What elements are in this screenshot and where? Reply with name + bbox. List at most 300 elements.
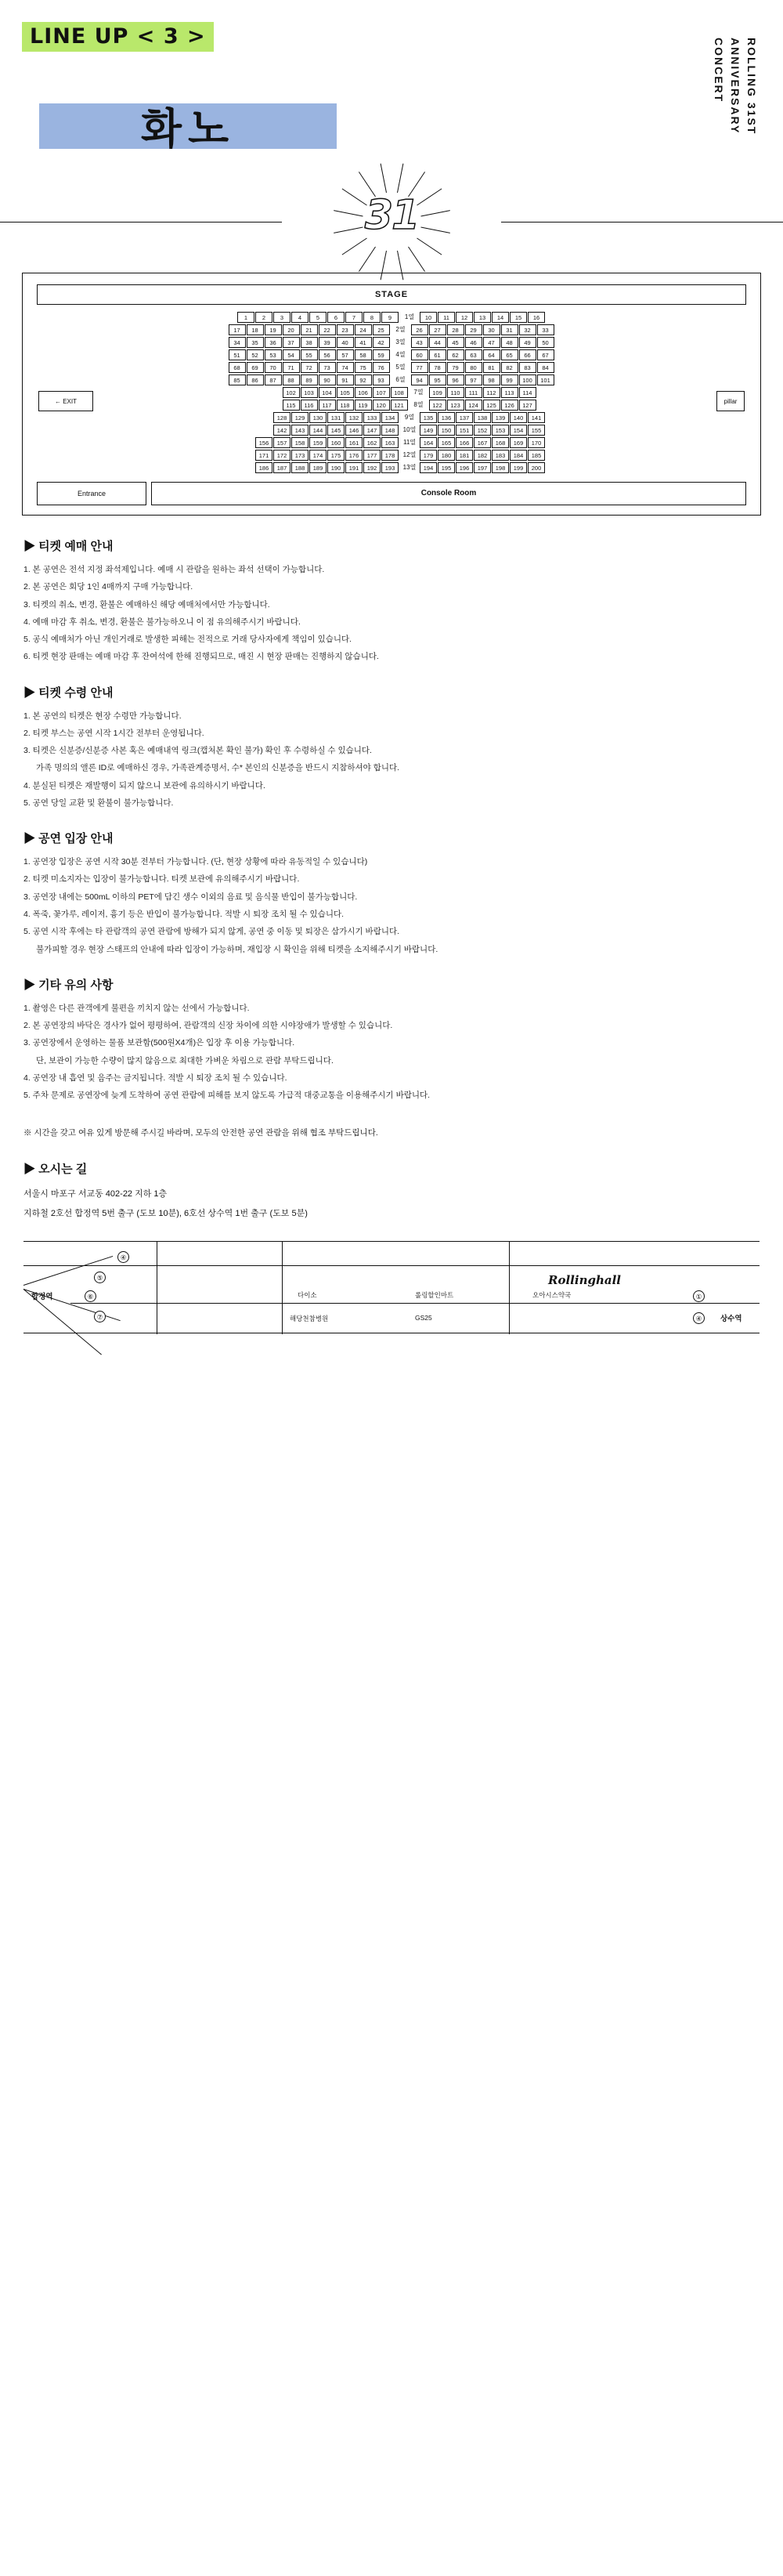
seat[interactable]: 52 bbox=[247, 349, 264, 360]
seat[interactable]: 199 bbox=[510, 462, 527, 473]
seat[interactable]: 116 bbox=[301, 400, 318, 411]
map-exit-6: ⑥ bbox=[85, 1290, 96, 1302]
logo-ray bbox=[421, 227, 450, 233]
seat[interactable]: 71 bbox=[283, 362, 300, 373]
seat[interactable]: 25 bbox=[373, 324, 390, 335]
seat[interactable]: 57 bbox=[337, 349, 354, 360]
seat[interactable]: 78 bbox=[429, 362, 446, 373]
seat[interactable]: 58 bbox=[355, 349, 372, 360]
section-line: 1. 본 공연의 티켓은 현장 수령만 가능합니다. bbox=[23, 711, 182, 721]
seat[interactable]: 129 bbox=[291, 412, 309, 423]
seat[interactable]: 90 bbox=[319, 374, 336, 385]
seat[interactable]: 92 bbox=[355, 374, 372, 385]
section-line: 3. 공연장 내에는 500mL 이하의 PET에 담긴 생수 이외의 음료 및 음식물 반입이 불가능합니다. bbox=[23, 892, 358, 902]
seat[interactable]: 26 bbox=[411, 324, 428, 335]
seat[interactable]: 137 bbox=[456, 412, 473, 423]
seat-gap bbox=[255, 412, 272, 423]
seat[interactable]: 181 bbox=[456, 450, 473, 461]
seat[interactable]: 118 bbox=[337, 400, 354, 411]
seat[interactable]: 138 bbox=[474, 412, 491, 423]
seat[interactable]: 200 bbox=[528, 462, 545, 473]
map-landmark-hospital: 해당천참병원 bbox=[290, 1314, 329, 1322]
seat[interactable]: 28 bbox=[447, 324, 464, 335]
section-line: 5. 주차 문제로 공연장에 늦게 도착하여 공연 관람에 피해를 보지 않도록 가급적 대중교통을 이용해주시기 바랍니다. bbox=[23, 1091, 431, 1101]
seat[interactable]: 30 bbox=[483, 324, 500, 335]
seat[interactable]: 15 bbox=[510, 312, 527, 323]
seat[interactable]: 145 bbox=[327, 425, 345, 436]
seat[interactable]: 44 bbox=[429, 337, 446, 348]
section-line: 2. 본 공연장의 바닥은 경사가 없어 평평하여, 관람객의 신장 차이에 의한 시야장애가 발생할 수 있습니다. bbox=[23, 1021, 393, 1031]
map-landmark-gs25: GS25 bbox=[415, 1313, 432, 1322]
map-road-top bbox=[23, 1265, 760, 1266]
seat[interactable]: 87 bbox=[265, 374, 282, 385]
map-landmark-daiso: 다이소 bbox=[298, 1290, 317, 1299]
seat[interactable]: 67 bbox=[537, 349, 554, 360]
seat[interactable]: 4 bbox=[291, 312, 309, 323]
seat[interactable]: 176 bbox=[345, 450, 363, 461]
seat[interactable]: 136 bbox=[438, 412, 455, 423]
seat[interactable]: 23 bbox=[337, 324, 354, 335]
seat[interactable]: 77 bbox=[411, 362, 428, 373]
section-line: 2. 티켓 부스는 공연 시작 1시간 전부터 운영됩니다. bbox=[23, 728, 204, 738]
seat[interactable]: 82 bbox=[501, 362, 518, 373]
seat[interactable]: 184 bbox=[510, 450, 527, 461]
seat[interactable]: 14 bbox=[492, 312, 509, 323]
section-title: ▶ 티켓 수령 안내 bbox=[23, 686, 114, 700]
seat-row bbox=[32, 386, 751, 398]
seat-row bbox=[32, 399, 751, 411]
section-line: 5. 공연 당일 교환 및 환불이 불가능합니다. bbox=[23, 798, 174, 808]
seat[interactable]: 73 bbox=[319, 362, 336, 373]
seat[interactable]: 140 bbox=[510, 412, 527, 423]
seat[interactable]: 24 bbox=[355, 324, 372, 335]
seat[interactable]: 41 bbox=[355, 337, 372, 348]
seat[interactable]: 55 bbox=[301, 349, 318, 360]
seat[interactable]: 95 bbox=[429, 374, 446, 385]
seat[interactable]: 68 bbox=[229, 362, 246, 373]
seat-row bbox=[32, 411, 751, 423]
section-line: 5. 공식 예매처가 아닌 개인거래로 발생한 피해는 전적으로 거래 당사자에게 책임이 있습니다. bbox=[23, 635, 352, 645]
seat[interactable]: 11 bbox=[438, 312, 455, 323]
seat[interactable]: 1 bbox=[237, 312, 254, 323]
exit-marker: ← EXIT bbox=[38, 391, 93, 411]
seat[interactable]: 120 bbox=[373, 400, 390, 411]
seat[interactable]: 97 bbox=[465, 374, 482, 385]
seat[interactable]: 80 bbox=[465, 362, 482, 373]
seat[interactable]: 74 bbox=[337, 362, 354, 373]
seat-map bbox=[22, 273, 761, 516]
seat[interactable]: 2 bbox=[255, 312, 272, 323]
seat-row-label: 4열 bbox=[395, 351, 406, 358]
seat[interactable]: 115 bbox=[283, 400, 300, 411]
logo-ray bbox=[342, 188, 367, 205]
seat[interactable]: 22 bbox=[319, 324, 336, 335]
seat[interactable]: 141 bbox=[528, 412, 545, 423]
seat[interactable]: 149 bbox=[420, 425, 437, 436]
seat-gap bbox=[237, 425, 254, 436]
seat[interactable]: 37 bbox=[283, 337, 300, 348]
seat[interactable]: 62 bbox=[447, 349, 464, 360]
directions-transit: 지하철 2호선 합정역 5번 출구 (도보 10분), 6호선 상수역 1번 출구 (도보 5분) bbox=[23, 1209, 308, 1219]
anniversary-vertical-title bbox=[710, 38, 760, 163]
seat[interactable]: 169 bbox=[510, 437, 527, 448]
logo-ray bbox=[421, 210, 450, 216]
logo-rule-left bbox=[0, 222, 282, 223]
seat[interactable]: 183 bbox=[492, 450, 509, 461]
seat[interactable]: 159 bbox=[309, 437, 327, 448]
map-landmark-pharmacy: 오아시스약국 bbox=[532, 1290, 572, 1299]
seat[interactable]: 128 bbox=[273, 412, 290, 423]
seat[interactable]: 131 bbox=[327, 412, 345, 423]
seat[interactable]: 19 bbox=[265, 324, 282, 335]
seat[interactable]: 188 bbox=[291, 462, 309, 473]
seat[interactable]: 3 bbox=[273, 312, 290, 323]
seat[interactable]: 56 bbox=[319, 349, 336, 360]
seat[interactable]: 13 bbox=[474, 312, 491, 323]
seat-row-label: 12열 bbox=[402, 451, 417, 458]
seat[interactable]: 38 bbox=[301, 337, 318, 348]
section-line: 2. 티켓 미소지자는 입장이 불가능합니다. 티켓 보관에 유의해주시기 바랍니다. bbox=[23, 874, 300, 885]
seat[interactable]: 130 bbox=[309, 412, 327, 423]
logo-ray bbox=[334, 210, 363, 216]
section-title: ▶ 공연 입장 안내 bbox=[23, 832, 114, 846]
poster-header bbox=[0, 0, 783, 259]
section-line: 1. 본 공연은 전석 지정 좌석제입니다. 예매 시 관람을 원하는 좌석 선택이 가능합니다. bbox=[23, 565, 325, 574]
seat-gap bbox=[247, 387, 264, 398]
seat[interactable]: 94 bbox=[411, 374, 428, 385]
seat[interactable]: 125 bbox=[483, 400, 500, 411]
seat[interactable]: 167 bbox=[474, 437, 491, 448]
seat[interactable]: 152 bbox=[474, 425, 491, 436]
logo-ray bbox=[359, 246, 376, 271]
seat[interactable]: 105 bbox=[337, 387, 354, 398]
seat[interactable]: 155 bbox=[528, 425, 545, 436]
artist-name: 화노 bbox=[140, 103, 236, 154]
section-line: 5. 공연 시작 후에는 타 관람객의 공연 관람에 방해가 되지 않게, 공연 중 이동 및 퇴장은 삼가시기 바랍니다. bbox=[23, 927, 400, 937]
map-road-bottom bbox=[70, 1303, 760, 1304]
seat[interactable]: 70 bbox=[265, 362, 282, 373]
seat[interactable]: 142 bbox=[273, 425, 290, 436]
seat[interactable]: 84 bbox=[537, 362, 554, 373]
seat[interactable]: 150 bbox=[438, 425, 455, 436]
seat[interactable]: 109 bbox=[429, 387, 446, 398]
seat[interactable]: 83 bbox=[519, 362, 536, 373]
seat[interactable]: 99 bbox=[501, 374, 518, 385]
seat[interactable]: 178 bbox=[381, 450, 399, 461]
seat[interactable]: 110 bbox=[447, 387, 464, 398]
seat[interactable]: 100 bbox=[519, 374, 536, 385]
seat[interactable]: 192 bbox=[363, 462, 381, 473]
seat[interactable]: 134 bbox=[381, 412, 399, 423]
seat[interactable]: 151 bbox=[456, 425, 473, 436]
seat[interactable]: 102 bbox=[283, 387, 300, 398]
seat[interactable]: 39 bbox=[319, 337, 336, 348]
seat[interactable]: 108 bbox=[391, 387, 408, 398]
seat-gap bbox=[237, 450, 254, 461]
seat[interactable]: 106 bbox=[355, 387, 372, 398]
seat[interactable]: 36 bbox=[265, 337, 282, 348]
seat[interactable]: 96 bbox=[447, 374, 464, 385]
seat[interactable]: 148 bbox=[381, 425, 399, 436]
seat[interactable]: 139 bbox=[492, 412, 509, 423]
seat-gap bbox=[265, 387, 282, 398]
seat[interactable]: 64 bbox=[483, 349, 500, 360]
anniversary-line-1: ROLLING 31ST bbox=[745, 38, 758, 136]
seat[interactable]: 79 bbox=[447, 362, 464, 373]
seat[interactable]: 123 bbox=[447, 400, 464, 411]
seat[interactable]: 20 bbox=[283, 324, 300, 335]
seat[interactable]: 190 bbox=[327, 462, 345, 473]
seat[interactable]: 166 bbox=[456, 437, 473, 448]
map-cross-street-3 bbox=[509, 1242, 510, 1334]
seat[interactable]: 8 bbox=[363, 312, 381, 323]
console-room-marker: Console Room bbox=[151, 482, 746, 505]
seat[interactable]: 66 bbox=[519, 349, 536, 360]
seat[interactable]: 46 bbox=[465, 337, 482, 348]
section-line: 1. 공연장 입장은 공연 시작 30분 전부터 가능합니다. (단, 현장 상황에 따라 유동적일 수 있습니다) bbox=[23, 857, 368, 867]
seat[interactable]: 179 bbox=[420, 450, 437, 461]
section-line: 3. 공연장에서 운영하는 물품 보관함(500원X4개)은 입장 후 이용 가능합니다. bbox=[23, 1038, 295, 1048]
seat[interactable]: 168 bbox=[492, 437, 509, 448]
seat[interactable]: 165 bbox=[438, 437, 455, 448]
footer-note: ※ 시간을 갖고 여유 있게 방문해 주시길 바라며, 모두의 안전한 공연 관람을 위해 협조 부탁드립니다. bbox=[23, 1128, 378, 1138]
seat[interactable]: 85 bbox=[229, 374, 246, 385]
seat[interactable]: 40 bbox=[337, 337, 354, 348]
seat[interactable]: 197 bbox=[474, 462, 491, 473]
seat[interactable]: 171 bbox=[255, 450, 272, 461]
seat[interactable]: 49 bbox=[519, 337, 536, 348]
section-line: 3. 티켓은 신분증/신분증 사본 혹은 예매내역 링크(캡처본 확인 불가) 확인 후 수령하실 수 있습니다. bbox=[23, 746, 372, 756]
seat-row-label: 11열 bbox=[402, 439, 417, 446]
seat[interactable]: 124 bbox=[465, 400, 482, 411]
seat[interactable]: 195 bbox=[438, 462, 455, 473]
seat[interactable]: 88 bbox=[283, 374, 300, 385]
seat-row-label: 5열 bbox=[395, 364, 406, 371]
seat[interactable]: 47 bbox=[483, 337, 500, 348]
seat[interactable]: 29 bbox=[465, 324, 482, 335]
seat[interactable]: 198 bbox=[492, 462, 509, 473]
logo-ray bbox=[408, 246, 425, 271]
seat[interactable]: 5 bbox=[309, 312, 327, 323]
seat[interactable]: 147 bbox=[363, 425, 381, 436]
seat[interactable]: 69 bbox=[247, 362, 264, 373]
seat[interactable]: 12 bbox=[456, 312, 473, 323]
seat[interactable]: 121 bbox=[391, 400, 408, 411]
seat[interactable]: 54 bbox=[283, 349, 300, 360]
seat-gap bbox=[237, 437, 254, 448]
seat[interactable]: 33 bbox=[537, 324, 554, 335]
seat[interactable]: 63 bbox=[465, 349, 482, 360]
notice-sections bbox=[0, 516, 783, 1114]
seat[interactable]: 185 bbox=[528, 450, 545, 461]
seat[interactable]: 187 bbox=[273, 462, 290, 473]
seat[interactable]: 194 bbox=[420, 462, 437, 473]
seat[interactable]: 32 bbox=[519, 324, 536, 335]
logo-ray bbox=[334, 227, 363, 233]
section-line: 단, 보관이 가능한 수량이 많지 않음으로 최대한 가벼운 차림으로 관람 부탁드립니다. bbox=[36, 1055, 334, 1065]
seat[interactable]: 86 bbox=[247, 374, 264, 385]
seat[interactable]: 10 bbox=[420, 312, 437, 323]
seat[interactable]: 103 bbox=[301, 387, 318, 398]
entrance-marker: Entrance bbox=[37, 482, 146, 505]
seat[interactable]: 60 bbox=[411, 349, 428, 360]
seat[interactable]: 157 bbox=[273, 437, 290, 448]
seat[interactable]: 132 bbox=[345, 412, 363, 423]
seat-rows bbox=[32, 311, 751, 474]
seat-row bbox=[32, 424, 751, 436]
seat[interactable]: 42 bbox=[373, 337, 390, 348]
seat[interactable]: 50 bbox=[537, 337, 554, 348]
map-station-hapjeong: 합정역 bbox=[31, 1292, 53, 1301]
seat[interactable]: 81 bbox=[483, 362, 500, 373]
seat-row bbox=[32, 436, 751, 448]
seat[interactable]: 112 bbox=[483, 387, 500, 398]
seat[interactable]: 9 bbox=[381, 312, 399, 323]
seat[interactable]: 27 bbox=[429, 324, 446, 335]
anniversary-logo bbox=[0, 161, 783, 262]
seat-gap bbox=[237, 412, 254, 423]
seat[interactable]: 126 bbox=[501, 400, 518, 411]
seat[interactable]: 16 bbox=[528, 312, 545, 323]
map-station-sangsu: 상수역 bbox=[720, 1314, 742, 1323]
stage-label: STAGE bbox=[37, 284, 746, 305]
seat[interactable]: 122 bbox=[429, 400, 446, 411]
seat[interactable]: 91 bbox=[337, 374, 354, 385]
seat-row-label: 10열 bbox=[402, 426, 417, 433]
seat[interactable]: 117 bbox=[319, 400, 336, 411]
seat-gap bbox=[265, 400, 282, 411]
seat[interactable]: 53 bbox=[265, 349, 282, 360]
seat[interactable]: 65 bbox=[501, 349, 518, 360]
section-line: 3. 티켓의 취소, 변경, 환불은 예매하신 해당 예매처에서만 가능합니다. bbox=[23, 599, 270, 610]
seat[interactable]: 170 bbox=[528, 437, 545, 448]
seat[interactable]: 101 bbox=[537, 374, 554, 385]
logo-ray bbox=[417, 238, 442, 255]
section-line: 4. 폭죽, 꽃가루, 레이저, 흉기 등은 반입이 불가능합니다. 적발 시 퇴장 조치 될 수 있습니다. bbox=[23, 909, 345, 919]
seatmap-bottom bbox=[32, 482, 751, 505]
seat[interactable]: 161 bbox=[345, 437, 363, 448]
section-title: ▶ 기타 유의 사항 bbox=[23, 978, 114, 992]
seat[interactable]: 18 bbox=[247, 324, 264, 335]
seat[interactable]: 98 bbox=[483, 374, 500, 385]
seat[interactable]: 119 bbox=[355, 400, 372, 411]
seat[interactable]: 135 bbox=[420, 412, 437, 423]
logo-ray bbox=[417, 188, 442, 205]
section-title: ▶ 티켓 예매 안내 bbox=[23, 540, 114, 553]
seat[interactable]: 7 bbox=[345, 312, 363, 323]
seat[interactable]: 143 bbox=[291, 425, 309, 436]
seat[interactable]: 17 bbox=[229, 324, 246, 335]
seat[interactable]: 196 bbox=[456, 462, 473, 473]
seat[interactable]: 21 bbox=[301, 324, 318, 335]
seat[interactable]: 163 bbox=[381, 437, 399, 448]
seat[interactable]: 160 bbox=[327, 437, 345, 448]
seat[interactable]: 174 bbox=[309, 450, 327, 461]
seat[interactable]: 114 bbox=[519, 387, 536, 398]
map-exit-1: ① bbox=[693, 1290, 705, 1302]
seat-row-label: 1열 bbox=[404, 313, 415, 320]
seat-row bbox=[32, 361, 751, 373]
section-line: 6. 티켓 현장 판매는 예매 마감 후 잔여석에 한해 진행되므로, 매진 시 현장 판매는 진행하지 않습니다. bbox=[23, 652, 379, 662]
seat[interactable]: 193 bbox=[381, 462, 399, 473]
seat[interactable]: 51 bbox=[229, 349, 246, 360]
section-line: 4. 분실된 티켓은 재발행이 되지 않으니 보관에 유의하시기 바랍니다. bbox=[23, 780, 265, 791]
seat[interactable]: 173 bbox=[291, 450, 309, 461]
seat[interactable]: 35 bbox=[247, 337, 264, 348]
section-line: 4. 공연장 내 흡연 및 음주는 금지됩니다. 적발 시 퇴장 조치 될 수 있습니다. bbox=[23, 1073, 287, 1083]
seat[interactable]: 158 bbox=[291, 437, 309, 448]
seat[interactable]: 107 bbox=[373, 387, 390, 398]
seat[interactable]: 61 bbox=[429, 349, 446, 360]
section-line: 가족 명의의 앨론 ID로 예매하신 경우, 가족관계증명서, 수* 본인의 신분증을 반드시 지참하셔야 합니다. bbox=[36, 763, 400, 773]
seat-row bbox=[32, 449, 751, 461]
seat[interactable]: 156 bbox=[255, 437, 272, 448]
seat[interactable]: 113 bbox=[501, 387, 518, 398]
seat[interactable]: 172 bbox=[273, 450, 290, 461]
seat[interactable]: 153 bbox=[492, 425, 509, 436]
map-landmark-mart: 롤링할인마트 bbox=[415, 1290, 454, 1299]
map-exit-5: ⑤ bbox=[94, 1272, 106, 1283]
seat-row-label: 6열 bbox=[395, 376, 406, 383]
seat[interactable]: 127 bbox=[519, 400, 536, 411]
logo-ray bbox=[380, 163, 386, 192]
logo-ray bbox=[397, 163, 403, 192]
seat[interactable]: 48 bbox=[501, 337, 518, 348]
seat[interactable]: 175 bbox=[327, 450, 345, 461]
seat[interactable]: 191 bbox=[345, 462, 363, 473]
seat-row bbox=[32, 336, 751, 348]
map-exit-7: ⑦ bbox=[94, 1311, 106, 1322]
seat[interactable]: 31 bbox=[501, 324, 518, 335]
logo-ray bbox=[342, 238, 367, 255]
seat[interactable]: 144 bbox=[309, 425, 327, 436]
seat[interactable]: 162 bbox=[363, 437, 381, 448]
seat[interactable]: 182 bbox=[474, 450, 491, 461]
seat[interactable]: 93 bbox=[373, 374, 390, 385]
seat-rows-area bbox=[32, 311, 751, 474]
seat[interactable]: 133 bbox=[363, 412, 381, 423]
seat-gap bbox=[247, 400, 264, 411]
map-cross-street-2 bbox=[282, 1242, 283, 1334]
seat[interactable]: 164 bbox=[420, 437, 437, 448]
seat[interactable]: 59 bbox=[373, 349, 390, 360]
seat[interactable]: 72 bbox=[301, 362, 318, 373]
seat[interactable]: 6 bbox=[327, 312, 345, 323]
seat[interactable]: 177 bbox=[363, 450, 381, 461]
seat-row bbox=[32, 349, 751, 360]
seat-row-label: 7열 bbox=[413, 389, 424, 396]
footer-note-wrap bbox=[0, 1127, 783, 1233]
seat[interactable]: 76 bbox=[373, 362, 390, 373]
seat[interactable]: 189 bbox=[309, 462, 327, 473]
seat[interactable]: 45 bbox=[447, 337, 464, 348]
seat-row-label: 9열 bbox=[404, 414, 415, 421]
map-exit-4-right: ④ bbox=[693, 1312, 705, 1324]
seat[interactable]: 34 bbox=[229, 337, 246, 348]
seat[interactable]: 186 bbox=[255, 462, 272, 473]
seat[interactable]: 104 bbox=[319, 387, 336, 398]
seat[interactable]: 75 bbox=[355, 362, 372, 373]
seat[interactable]: 146 bbox=[345, 425, 363, 436]
seat[interactable]: 180 bbox=[438, 450, 455, 461]
seat[interactable]: 111 bbox=[465, 387, 482, 398]
section-line: 2. 본 공연은 회당 1인 4매까지 구매 가능합니다. bbox=[23, 582, 193, 592]
map-exit-4-top: ④ bbox=[117, 1251, 129, 1263]
seat[interactable]: 154 bbox=[510, 425, 527, 436]
logo-rule-right bbox=[501, 222, 783, 223]
seat[interactable]: 89 bbox=[301, 374, 318, 385]
seat[interactable]: 43 bbox=[411, 337, 428, 348]
